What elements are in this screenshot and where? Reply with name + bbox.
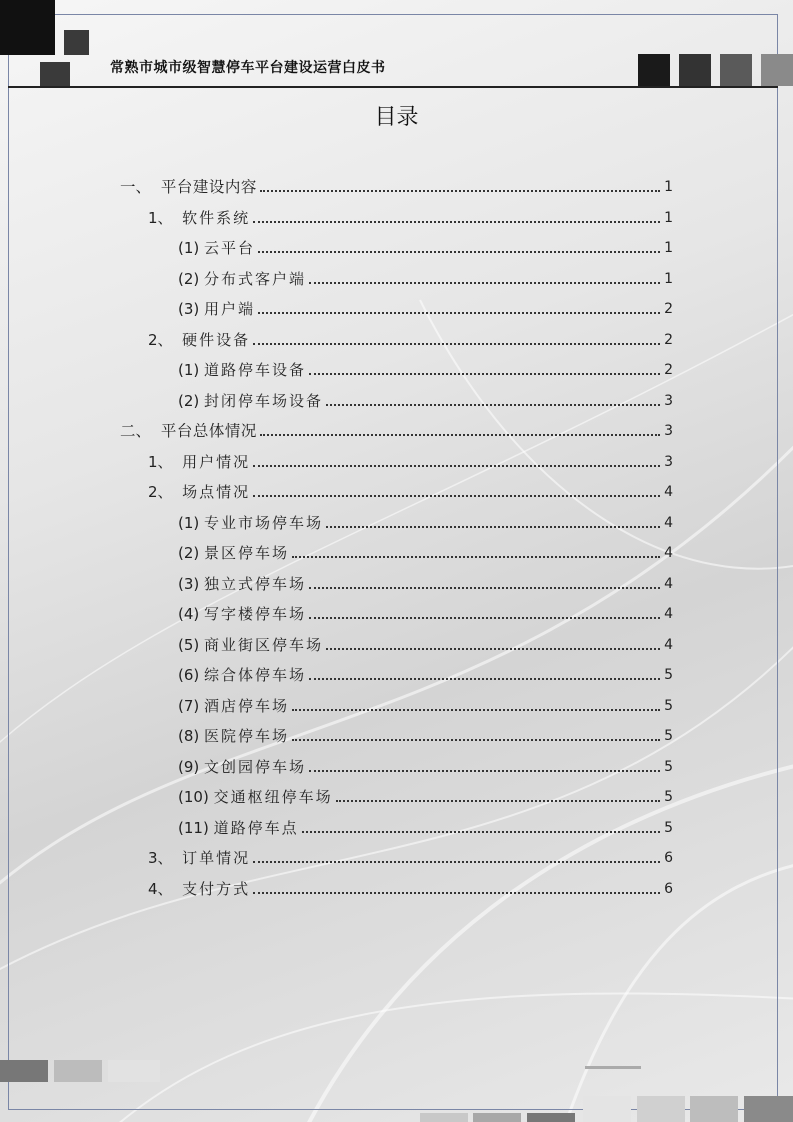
- toc-page-number: 5: [664, 728, 673, 744]
- header-square-low: [40, 62, 70, 88]
- toc-entry-20[interactable]: [178, 750, 673, 776]
- toc-page-number: 4: [664, 484, 673, 500]
- toc-entry-23[interactable]: [148, 841, 673, 867]
- toc-entry-22[interactable]: [178, 811, 673, 837]
- toc-text: 云平台: [204, 239, 256, 257]
- footer-block-right-3: [690, 1096, 738, 1122]
- header-square-large: [0, 0, 55, 55]
- toc-leader: [302, 831, 660, 833]
- toc-entry-3[interactable]: [178, 231, 673, 257]
- footer-block-right-2: [637, 1096, 685, 1122]
- toc-page-number: 1: [664, 179, 673, 195]
- toc-text: 综合体停车场: [204, 666, 307, 684]
- toc-number: (3): [178, 300, 205, 318]
- toc-entry-11[interactable]: [148, 475, 673, 501]
- toc-page-number: 3: [664, 423, 673, 439]
- toc-text: 软件系统: [182, 208, 251, 227]
- footer-line-right: [585, 1066, 641, 1069]
- header-rule: [8, 86, 778, 88]
- footer-bar-bottom-1: [420, 1113, 468, 1122]
- footer-bar-bottom-3: [527, 1113, 575, 1122]
- footer-block-right-1: [583, 1096, 631, 1122]
- toc-text: 写字楼停车场: [204, 605, 307, 623]
- toc-entry-12[interactable]: [178, 506, 673, 532]
- toc-page-number: 4: [664, 606, 673, 622]
- toc-number: (2): [178, 391, 205, 410]
- toc-number: 二、: [120, 422, 161, 440]
- toc-number: 2、: [148, 483, 183, 501]
- toc-entry-19[interactable]: [178, 719, 673, 745]
- toc-leader: [253, 343, 660, 345]
- footer-bar-left-1: [0, 1060, 48, 1082]
- footer-bar-left-2: [54, 1060, 102, 1082]
- toc-page-number: 3: [664, 392, 673, 409]
- toc-leader: [253, 495, 660, 497]
- toc-leader: [309, 770, 660, 772]
- toc-text: 平台总体情况: [160, 422, 257, 440]
- toc-page-number: 4: [664, 575, 673, 592]
- toc-number: 一、: [120, 178, 161, 196]
- toc-text: 用户情况: [182, 452, 251, 471]
- toc-leader: [309, 587, 660, 589]
- toc-leader: [336, 800, 660, 802]
- toc-number: (3): [178, 574, 205, 593]
- toc-entry-6[interactable]: [148, 323, 673, 349]
- toc-number: 3、: [148, 849, 183, 867]
- toc-entry-17[interactable]: [178, 658, 673, 684]
- toc-text: 封闭停车场设备: [204, 391, 324, 410]
- header-right-square-2: [679, 54, 711, 86]
- toc-leader: [309, 678, 660, 680]
- toc-entry-13[interactable]: [178, 536, 673, 562]
- toc-page-number: 6: [664, 850, 673, 866]
- toc-text: 交通枢纽停车场: [213, 788, 333, 806]
- toc-entry-10[interactable]: [148, 445, 673, 471]
- header-right-square-1: [638, 54, 670, 86]
- toc-page-number: 5: [664, 697, 673, 714]
- toc-page-number: 1: [664, 209, 673, 226]
- toc-text: 用户端: [204, 300, 256, 318]
- toc-text: 专业市场停车场: [204, 513, 324, 532]
- toc-leader: [260, 190, 660, 192]
- toc-text: 道路停车设备: [204, 361, 307, 379]
- toc-leader: [258, 312, 660, 314]
- toc-text: 景区停车场: [204, 544, 290, 562]
- toc-text: 文创园停车场: [204, 757, 307, 776]
- toc-leader: [309, 282, 660, 284]
- toc-number: 1、: [148, 208, 183, 227]
- toc-entry-8[interactable]: [178, 384, 673, 410]
- toc-page-number: 5: [664, 758, 673, 775]
- toc-number: (11): [178, 818, 214, 837]
- toc-leader: [326, 526, 660, 528]
- toc-leader: [253, 221, 660, 223]
- toc-leader: [292, 709, 660, 711]
- toc-leader: [309, 617, 660, 619]
- document-header-title: 常熟市城市级智慧停车平台建设运营白皮书: [110, 60, 386, 76]
- toc-page-number: 1: [664, 240, 673, 256]
- toc-page-number: 4: [664, 545, 673, 561]
- toc-number: (1): [178, 239, 205, 257]
- toc-entry-7[interactable]: [178, 353, 673, 379]
- toc-page-number: 2: [664, 301, 673, 317]
- toc-leader: [326, 648, 660, 650]
- toc-page-number: 5: [664, 789, 673, 805]
- toc-entry-18[interactable]: [178, 689, 673, 715]
- toc-number: 2、: [148, 330, 183, 349]
- toc-entry-15[interactable]: [178, 597, 673, 623]
- toc-leader: [326, 404, 660, 406]
- toc-entry-21[interactable]: [178, 780, 673, 806]
- toc-leader: [253, 892, 660, 894]
- toc-text: 独立式停车场: [204, 574, 307, 593]
- toc-page-number: 2: [664, 362, 673, 378]
- toc-text: 酒店停车场: [204, 696, 290, 715]
- toc-entry-2[interactable]: [148, 201, 673, 227]
- toc-page-number: 5: [664, 819, 673, 836]
- toc-number: (1): [178, 361, 205, 379]
- footer-bar-left-3: [108, 1060, 160, 1082]
- toc-page-number: 1: [664, 270, 673, 287]
- toc-number: (2): [178, 269, 205, 288]
- toc-number: (8): [178, 727, 205, 745]
- toc-leader: [292, 739, 660, 741]
- header-right-square-4: [761, 54, 793, 86]
- toc-text: 医院停车场: [204, 727, 290, 745]
- toc-page-number: 5: [664, 667, 673, 683]
- toc-text: 分布式客户端: [204, 269, 307, 288]
- toc-number: 1、: [148, 452, 183, 471]
- toc-entry-24[interactable]: [148, 872, 673, 898]
- toc-page-number: 4: [664, 514, 673, 531]
- toc-page-number: 6: [664, 880, 673, 897]
- header-square-small: [64, 30, 89, 55]
- toc-number: 4、: [148, 879, 183, 898]
- toc-page-number: 2: [664, 331, 673, 348]
- toc-number: (2): [178, 544, 205, 562]
- toc-entry-16[interactable]: [178, 628, 673, 654]
- toc-text: 订单情况: [182, 849, 251, 867]
- toc-text: 平台建设内容: [160, 178, 257, 196]
- toc-entry-5[interactable]: [178, 292, 673, 318]
- toc-text: 支付方式: [182, 879, 251, 898]
- toc-leader: [260, 434, 660, 436]
- toc-number: (6): [178, 666, 205, 684]
- toc-number: (9): [178, 757, 205, 776]
- toc-leader: [253, 861, 660, 863]
- header-right-square-3: [720, 54, 752, 86]
- toc-leader: [253, 465, 660, 467]
- toc-number: (7): [178, 696, 205, 715]
- toc-leader: [292, 556, 660, 558]
- toc-leader: [309, 373, 660, 375]
- toc-page-number: 3: [664, 453, 673, 470]
- toc-text: 商业街区停车场: [204, 635, 324, 654]
- toc-text: 道路停车点: [213, 818, 299, 837]
- toc-entry-14[interactable]: [178, 567, 673, 593]
- toc-entry-1[interactable]: [120, 170, 673, 196]
- page-title: 目录: [374, 105, 419, 130]
- toc-entry-9[interactable]: [120, 414, 673, 440]
- toc-number: (1): [178, 513, 205, 532]
- toc-page-number: 4: [664, 636, 673, 653]
- footer-bar-bottom-2: [473, 1113, 521, 1122]
- toc-number: (4): [178, 605, 205, 623]
- toc-leader: [258, 251, 660, 253]
- toc-number: (10): [178, 788, 214, 806]
- toc-text: 硬件设备: [182, 330, 251, 349]
- footer-block-right-4: [744, 1096, 793, 1122]
- toc-entry-4[interactable]: [178, 262, 673, 288]
- toc-number: (5): [178, 635, 205, 654]
- toc-text: 场点情况: [182, 483, 251, 501]
